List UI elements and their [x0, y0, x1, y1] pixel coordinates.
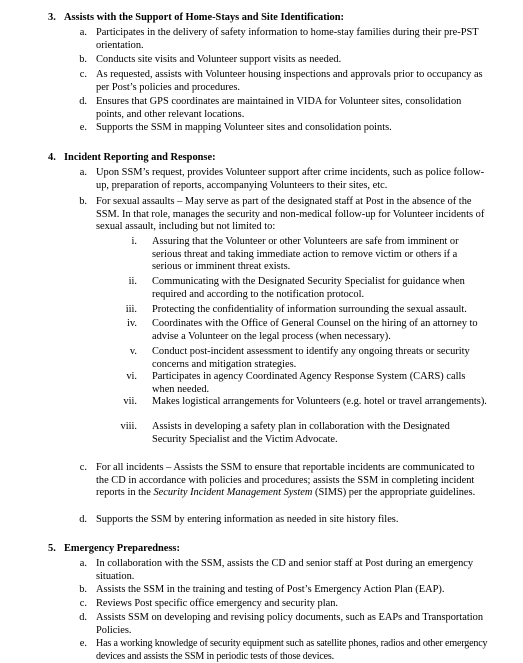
item-label: e.: [79, 122, 87, 133]
item-text: Protecting the confidentiality of information surrounding the sexual assault.: [152, 304, 467, 315]
item-label: v.: [129, 346, 137, 357]
item-text: Participates in agency Coordinated Agency Response System (CARS) calls when needed.: [152, 371, 466, 395]
item-label: d.: [79, 612, 87, 623]
item-label: d.: [79, 514, 87, 525]
item-label: e.: [79, 638, 87, 649]
item-label: vii.: [123, 396, 137, 407]
item-text: Coordinates with the Office of General Counsel on the hiring of an attorney to advise a Volunteer on the legal process (when necessary).: [152, 318, 478, 342]
item-label: d.: [79, 96, 87, 107]
item-text: Participates in the delivery of safety information to home-stay families during their pre-PST orientation.: [96, 27, 479, 51]
item-label: a.: [79, 558, 87, 569]
item-label: i.: [131, 236, 137, 247]
section-title: Emergency Preparedness:: [64, 543, 180, 554]
item-text: Communicating with the Designated Security Specialist for guidance when required and according to the notification protocol.: [152, 276, 465, 300]
item-label: b.: [79, 584, 87, 595]
item-text: Supports the SSM by entering information as needed in site history files.: [96, 514, 399, 525]
section-4-heading: [48, 152, 216, 165]
item-label: ii.: [128, 276, 137, 287]
section-5-heading: [48, 543, 180, 556]
section-number: 4.: [48, 152, 56, 163]
item-label: iv.: [126, 318, 137, 329]
section-title: Incident Reporting and Response:: [64, 152, 216, 163]
item-label: iii.: [125, 304, 137, 315]
section-title: Assists with the Support of Home-Stays and Site Identification:: [64, 12, 344, 23]
item-label: viii.: [120, 421, 137, 432]
item-text: Makes logistical arrangements for Volunteers (e.g. hotel or travel arrangements).: [152, 396, 487, 407]
item-text: Conduct post-incident assessment to identify any ongoing threats or security concerns and mitigation strategies.: [152, 346, 470, 370]
item-text: Assuring that the Volunteer or other Volunteers are safe from imminent or serious threat and taking immediate action to remove victim or others if a serious or imminent threat exists.: [152, 236, 459, 273]
item-label: b.: [79, 196, 87, 207]
item-label: a.: [79, 27, 87, 38]
item-label: vi.: [126, 371, 137, 382]
section-number: 3.: [48, 12, 56, 23]
item-label: c.: [79, 598, 87, 609]
item-text: Assists the SSM in the training and testing of Post’s Emergency Action Plan (EAP).: [96, 584, 445, 595]
item-text: Has a working knowledge of security equipment such as satellite phones, radios and other emergency devices and assists the SSM in periodic tests of those devices.: [96, 638, 488, 662]
section-number: 5.: [48, 543, 56, 554]
item-text: For all incidents – Assists the SSM to ensure that reportable incidents are communicated to the CD in accordance with policies and procedures; assists the SSM in completing incident reports in the Security Incident Management System (SIMS) per the appropriate guidelines.: [96, 462, 476, 499]
item-text: Upon SSM’s request, provides Volunteer support after crime incidents, such as police follow-up, preparation of reports, accompanying Volunteers to their sites, etc.: [96, 167, 485, 191]
section-3-heading: [48, 12, 344, 25]
sims-system-name: Security Incident Management System: [153, 487, 313, 499]
item-text: For sexual assaults – May serve as part of the designated staff at Post in the absence of the SSM. In that role, manages the security and non-medical follow-up for Volunteer incidents of sexual assault, including but not limited to:: [96, 196, 485, 233]
item-label: a.: [79, 167, 87, 178]
item-text: Assists SSM on developing and revising policy documents, such as EAPs and Transportation Policies.: [96, 612, 484, 636]
item-text: In collaboration with the SSM, assists the CD and senior staff at Post during an emergency situation.: [96, 558, 474, 582]
item-text: Supports the SSM in mapping Volunteer sites and consolidation points.: [96, 122, 392, 133]
item-text: Reviews Post specific office emergency and security plan.: [96, 598, 338, 609]
item-label: c.: [79, 69, 87, 80]
item-label: c.: [79, 462, 87, 473]
item-label: b.: [79, 54, 87, 65]
item-text: Assists in developing a safety plan in collaboration with the Designated Security Specialist and the Victim Advocate.: [152, 421, 450, 445]
item-text: Ensures that GPS coordinates are maintained in VIDA for Volunteer sites, consolidation points, and other relevant locations.: [96, 96, 462, 120]
item-text: Conducts site visits and Volunteer support visits as needed.: [96, 54, 342, 65]
item-text: As requested, assists with Volunteer housing inspections and approvals prior to occupancy as per Post’s policies and procedures.: [96, 69, 483, 93]
